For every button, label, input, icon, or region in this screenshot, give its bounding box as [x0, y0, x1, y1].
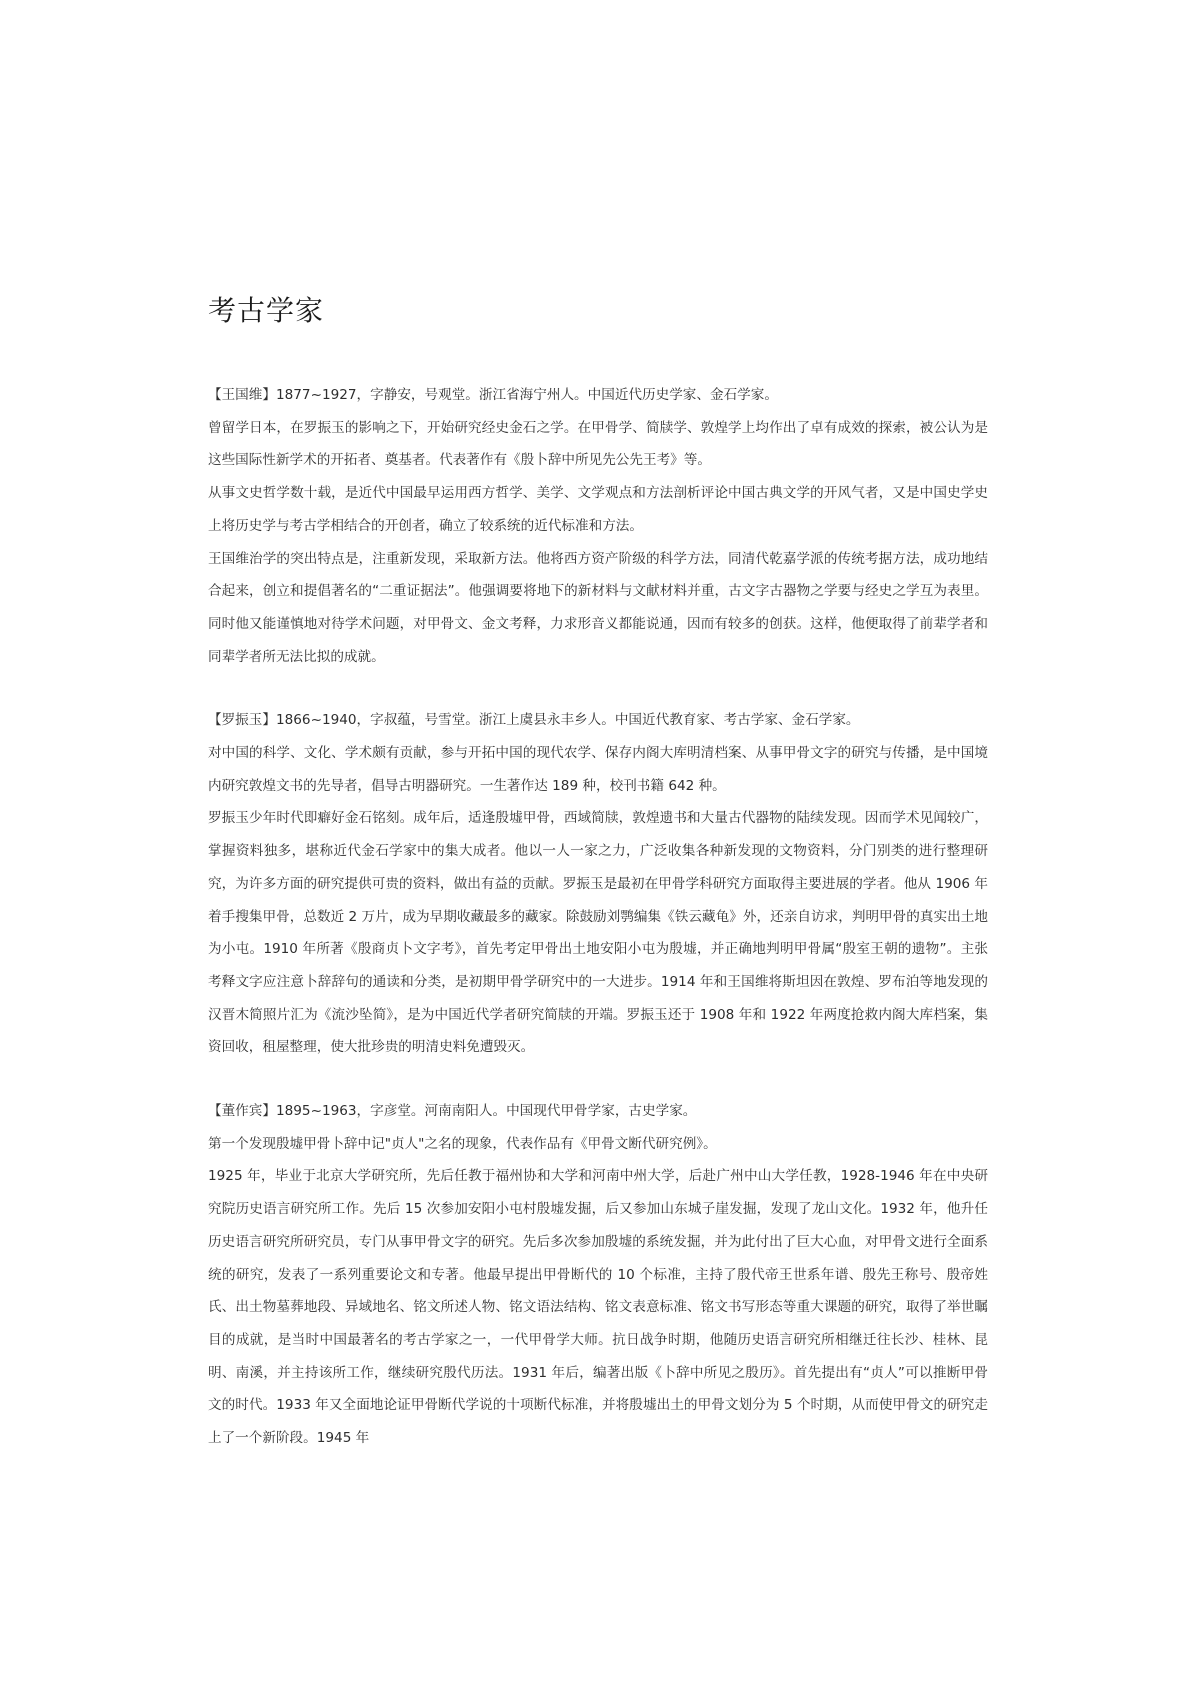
paragraph: 【王国维】1877~1927，字静安，号观堂。浙江省海宁州人。中国近代历史学家、金石学家。	[208, 387, 778, 403]
paragraph: 王国维治学的突出特点是，注重新发现，采取新方法。他将西方资产阶级的科学方法，同清代乾嘉学派的传统考据方法，成功地结合起来，创立和提倡著名的“二重证据法”。他强调要将地下的新材料与文献材料并重，古文字古器物之学要与经史之学互为表里。同时他又能谨慎地对待学术问题，对甲骨文、金文考释，力求形音义都能说通，因而有较多的创获。这样，他便取得了前辈学者和同辈学者所无法比拟的成就。	[208, 550, 988, 665]
paragraph: 【罗振玉】1866~1940，字叔蕴，号雪堂。浙江上虞县永丰乡人。中国近代教育家、考古学家、金石学家。	[208, 712, 860, 729]
page-title: 考古学家	[208, 294, 325, 327]
paragraph: 1925 年，毕业于北京大学研究所，先后任教于福州协和大学和河南中州大学，后赴广州中山大学任教，1928-1946 年在中央研究院历史语言研究所工作。先后 15 次参加安阳小屯村殷墟发掘，后又参加山东城子崖发掘，发现了龙山文化。1932 年，他升任历史语言研究所研究员，专门从事甲骨文字的研究。先后多次参加殷墟的系统发掘，并为此付出了巨大心血，对甲骨文进行全面系统的研究，发表了一系列重要论文和专著。他最早提出甲骨断代的 10 个标准，主持了殷代帝王世系年谱、殷先王称号、殷帝姓氏、出土物墓葬地段、异域地名、铭文所述人物、铭文语法结构、铭文表意标准、铭文书写形态等重大课题的研究，取得了举世瞩目的成就，是当时中国最著名的考古学家之一，一代甲骨学大师。抗日战争时期，他随历史语言研究所相继迁往长沙、桂林、昆明、南溪，并主持该所工作，继续研究殷代历法。1931 年后，编著出版《卜辞中所见之殷历》。首先提出有“贞人”可以推断甲骨文的时代。1933 年又全面地论证甲骨断代学说的十项断代标准，并将殷墟出土的甲骨文划分为 5 个时期，从而使甲骨文的研究走上了一个新阶段。1945 年	[208, 1168, 988, 1447]
paragraph: 罗振玉少年时代即癖好金石铭刻。成年后，适逢殷墟甲骨，西域简牍，敦煌遗书和大量古代器物的陆续发现。因而学术见闻较广，掌握资料独多，堪称近代金石学家中的集大成者。他以一人一家之力，广泛收集各种新发现的文物资料，分门别类的进行整理研究，为许多方面的研究提供可贵的资料，做出有益的贡献。罗振玉是最初在甲骨学科研究方面取得主要进展的学者。他从 1906 年着手搜集甲骨，总数近 2 万片，成为早期收藏最多的藏家。除鼓励刘鹗编集《铁云藏龟》外，还亲自访求，判明甲骨的真实出土地为小屯。1910 年所著《殷商贞卜文字考》，首先考定甲骨出土地安阳小屯为殷墟，并正确地判明甲骨属“殷室王朝的遗物”。主张考释文字应注意卜辞辞句的通读和分类，是初期甲骨学研究中的一大进步。1914 年和王国维将斯坦因在敦煌、罗布泊等地发现的汉晋木简照片汇为《流沙坠简》，是为中国近代学者研究简牍的开端。罗振玉还于 1908 年和 1922 年两度抢救内阁大库档案，集资回收，租屋整理，使大批珍贵的明清史料免遭毁灭。	[208, 810, 988, 1056]
section-luo-zhenyu	[208, 704, 988, 1064]
paragraph: 【董作宾】1895~1963，字彦堂。河南南阳人。中国现代甲骨学家，古史学家。	[208, 1103, 697, 1120]
paragraph: 对中国的科学、文化、学术颇有贡献，参与开拓中国的现代农学、保存内阁大库明清档案、从事甲骨文字的研究与传播，是中国境内研究敦煌文书的先导者，倡导古明器研究。一生著作达 189 种，校刊书籍 642 种。	[208, 745, 988, 794]
paragraph: 第一个发现殷墟甲骨卜辞中记"贞人"之名的现象，代表作品有《甲骨文断代研究例》。	[208, 1135, 717, 1152]
paragraph: 曾留学日本，在罗振玉的影响之下，开始研究经史金石之学。在甲骨学、简牍学、敦煌学上均作出了卓有成效的探索，被公认为是这些国际性新学术的开拓者、奠基者。代表著作有《殷卜辞中所见先公先王考》等。	[208, 419, 988, 469]
section-wang-guowei	[208, 379, 988, 673]
paragraph: 从事文史哲学数十载，是近代中国最早运用西方哲学、美学、文学观点和方法剖析评论中国古典文学的开风气者，又是中国史学史上将历史学与考古学相结合的开创者，确立了较系统的近代标准和方法。	[208, 485, 988, 534]
section-dong-zuobin	[208, 1095, 988, 1455]
document-content	[208, 291, 988, 1486]
